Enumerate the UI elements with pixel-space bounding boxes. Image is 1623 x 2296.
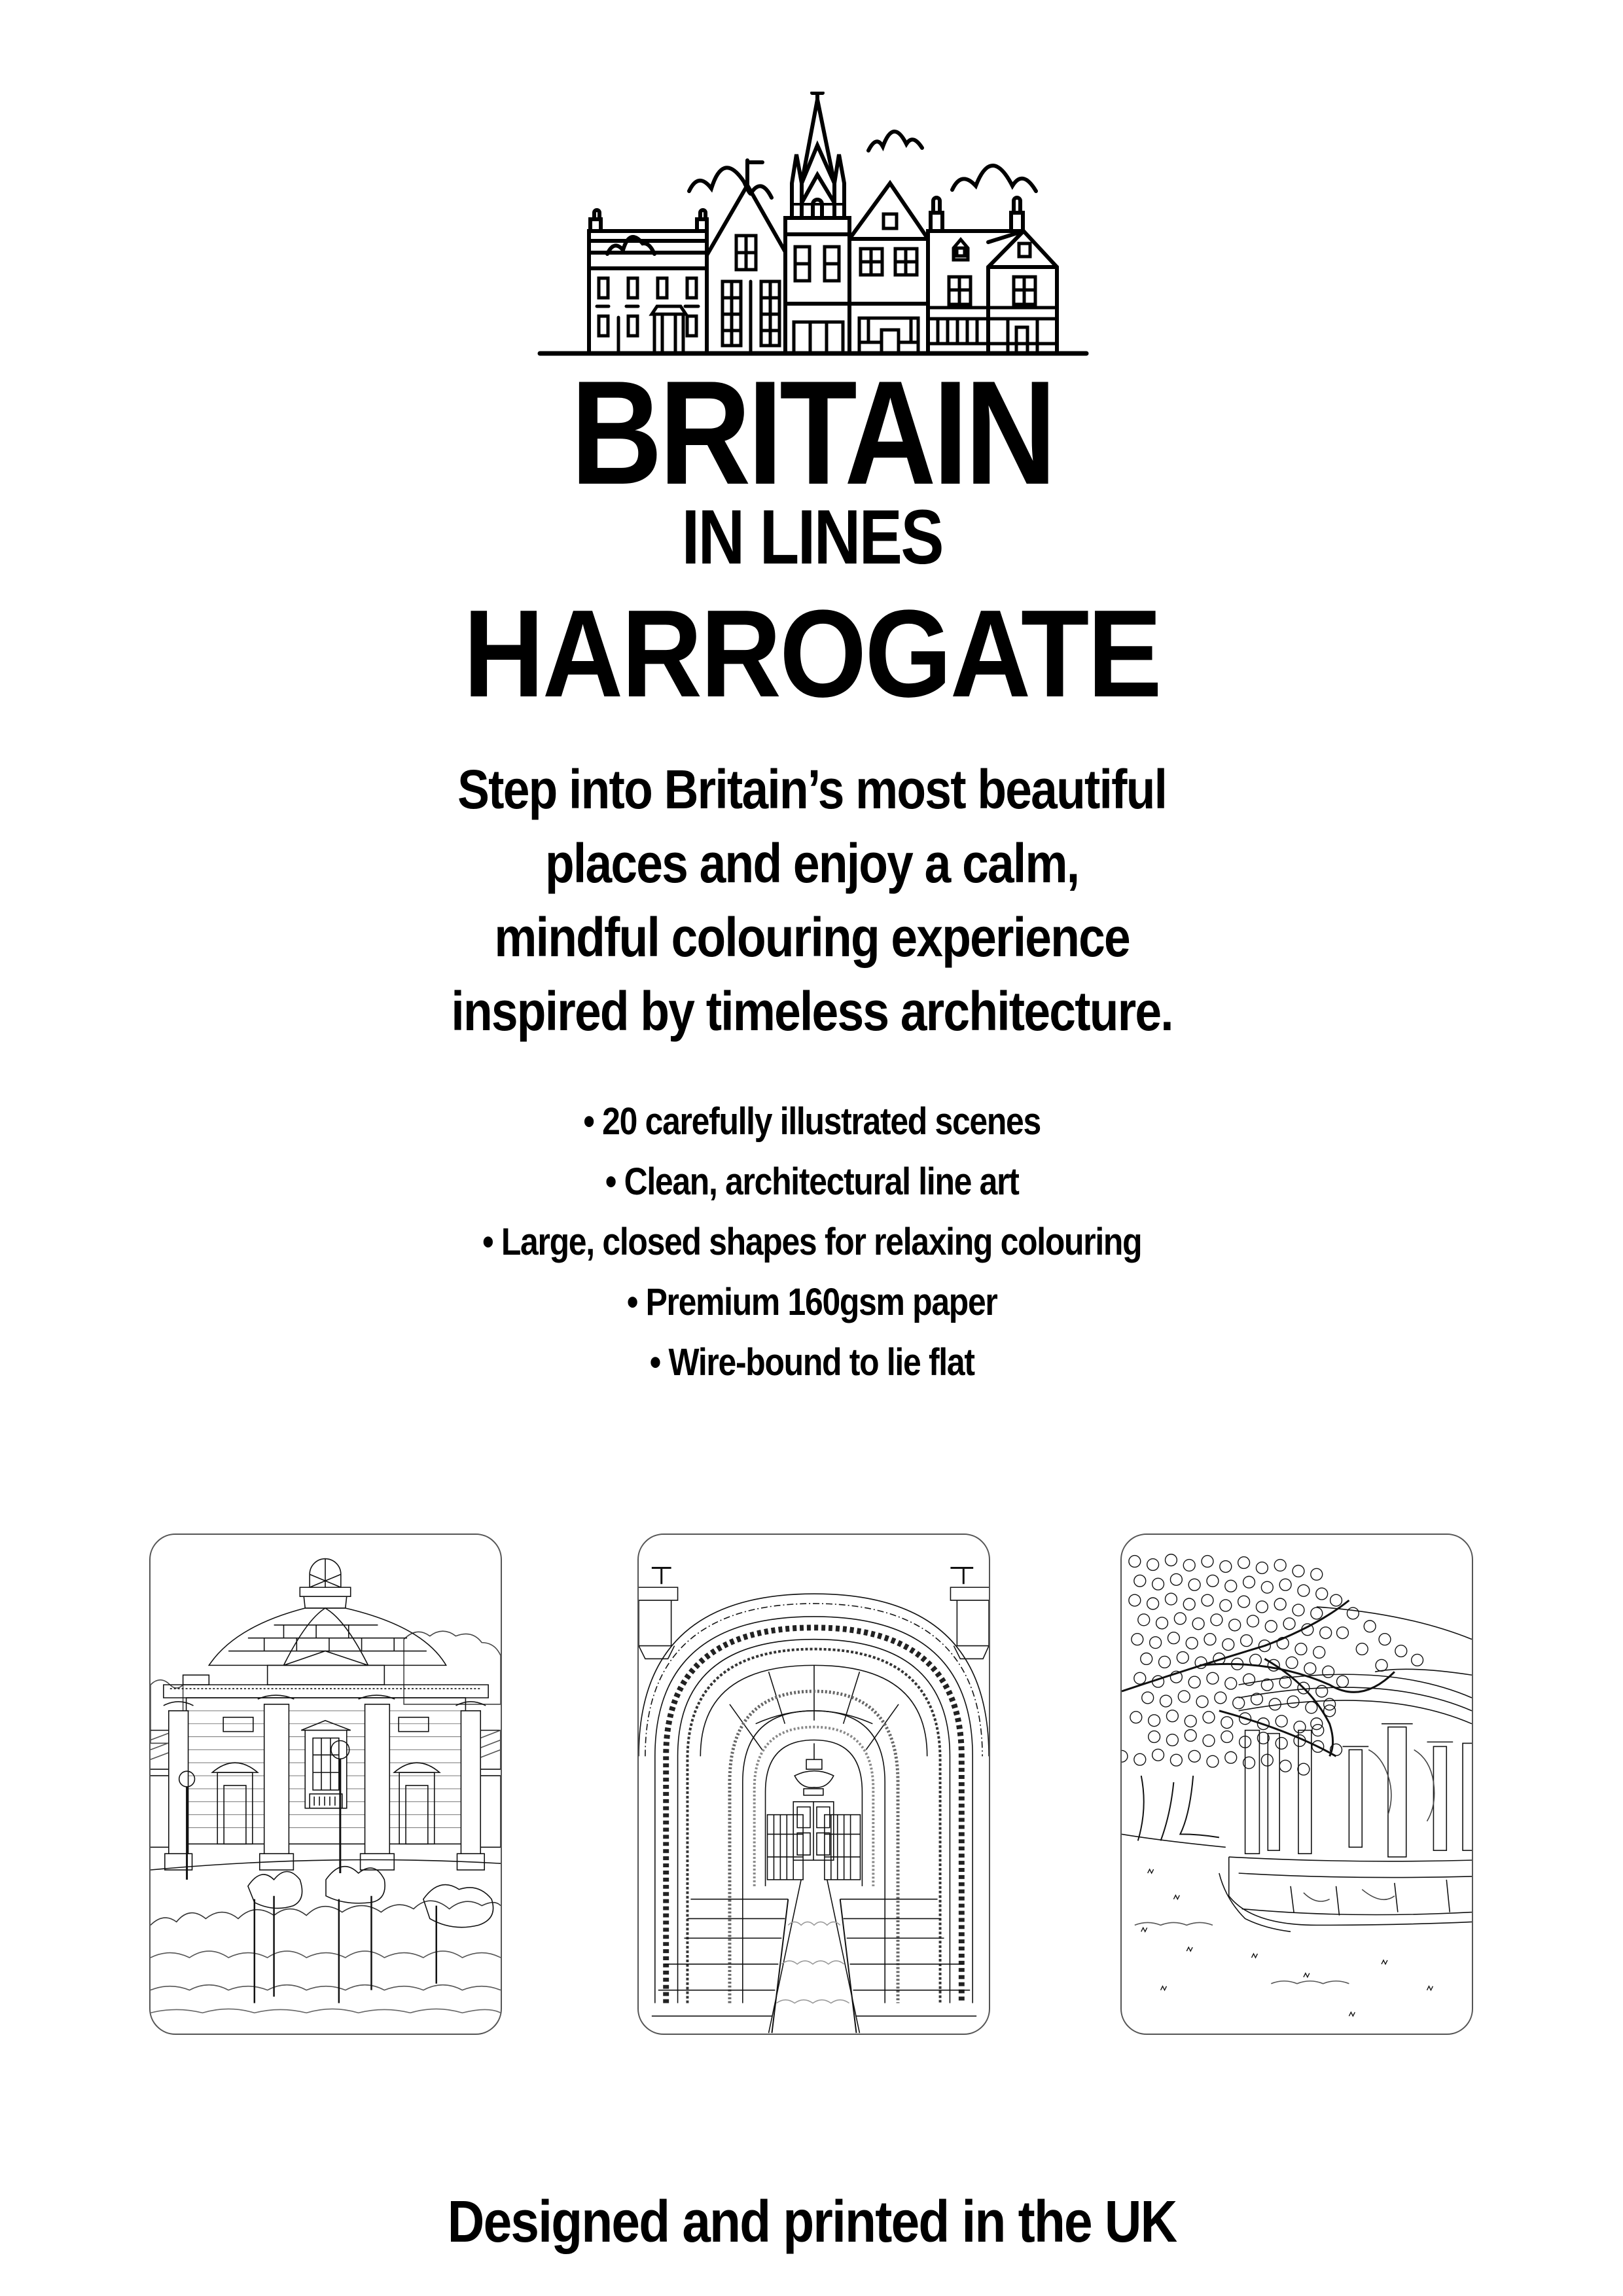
tagline (106, 753, 1518, 1049)
feature-item: • Premium 160gsm paper (626, 1281, 997, 1323)
tagline-line: Step into Britain’s most beautiful (457, 759, 1167, 820)
preview-card-blossom-rotunda (1120, 1534, 1473, 2035)
feature-item: • Clean, architectural line art (605, 1160, 1019, 1203)
ornate-arched-hall-illustration (639, 1535, 989, 2034)
feature-list (114, 1092, 1510, 1393)
brand-title: BRITAIN (570, 350, 1054, 515)
feature-item: • Wire-bound to lie flat (649, 1341, 974, 1384)
feature-item: • 20 carefully illustrated scenes (583, 1100, 1041, 1143)
tagline-line: inspired by timeless architecture. (451, 980, 1173, 1042)
tagline-line: places and enjoy a calm, (545, 833, 1079, 894)
domed-pump-room-illustration (151, 1535, 501, 2034)
footer-origin-note: Designed and printed in the UK (447, 2189, 1177, 2255)
location-title: HARROGATE (463, 584, 1160, 723)
tagline-line: mindful colouring experience (494, 906, 1130, 968)
blossom-tree-rotunda-illustration (1122, 1535, 1472, 2034)
feature-item: • Large, closed shapes for relaxing colouring (482, 1221, 1142, 1263)
preview-card-arched-hall (637, 1534, 990, 2035)
brand-subtitle: IN LINES (681, 494, 942, 581)
town-skyline-icon (537, 92, 1090, 360)
preview-card-pump-room (149, 1534, 502, 2035)
